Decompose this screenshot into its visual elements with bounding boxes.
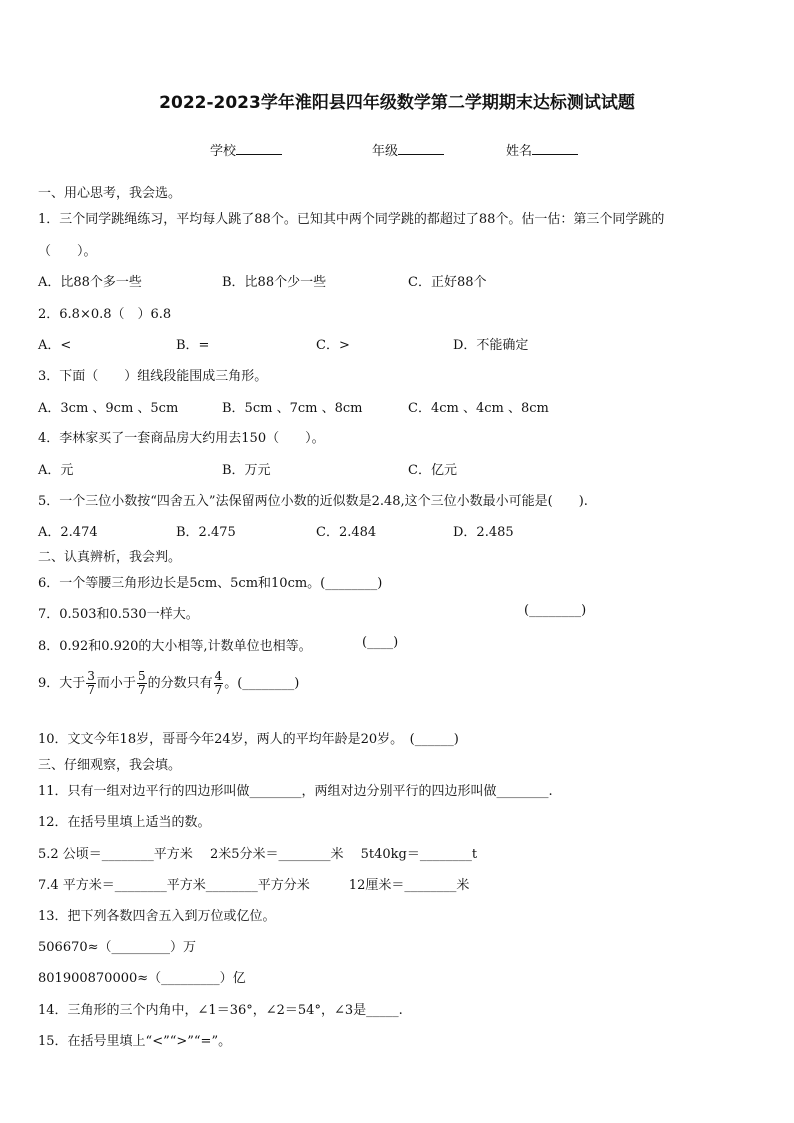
q1-text-cont: （ ）。 — [38, 244, 97, 259]
q2-option-c[interactable]: C．> — [316, 338, 350, 353]
q5-option-a[interactable]: A．2.474 — [38, 525, 98, 540]
name-label: 姓名 — [506, 144, 533, 159]
q9-fraction-3-numerator: 4 — [214, 669, 223, 683]
name-field — [506, 140, 578, 159]
q9-fraction-2-denominator: 7 — [137, 683, 146, 697]
section-1-heading: 一、用心思考，我会选。 — [38, 186, 182, 201]
q13-line-1: 506670≈（_________）万 — [38, 940, 197, 955]
q2-option-d[interactable]: D．不能确定 — [453, 338, 529, 353]
q9-part-3: 的分数只有 — [147, 676, 213, 691]
q9-part-1: 9．大于 — [38, 676, 86, 691]
q9-fraction-3 — [214, 670, 224, 697]
q8-text: 8．0.92和0.920的大小相等,计数单位也相等。 — [38, 639, 312, 654]
q9-fraction-2 — [137, 670, 147, 697]
q1-option-c[interactable]: C．正好88个 — [408, 275, 487, 290]
school-field — [210, 140, 282, 159]
q2-option-a[interactable]: A．< — [38, 338, 72, 353]
q2-text: 2．6.8×0.8（ ）6.8 — [38, 307, 172, 322]
school-label: 学校 — [210, 144, 237, 159]
q2-option-b[interactable]: B．= — [176, 338, 210, 353]
q3-option-c[interactable]: C．4cm 、4cm 、8cm — [408, 401, 549, 416]
q9-part-2: 而小于 — [96, 676, 136, 691]
q9-fraction-2-numerator: 5 — [137, 669, 146, 683]
q9-fraction-1 — [86, 670, 96, 697]
q4-option-b[interactable]: B．万元 — [222, 463, 271, 478]
q8-answer-blank[interactable]: (____) — [362, 635, 399, 650]
q4-option-c[interactable]: C．亿元 — [408, 463, 457, 478]
q12-text: 12．在括号里填上适当的数。 — [38, 815, 211, 830]
q12-line-2: 7.4 平方米＝________平方米________平方分米 12厘米＝________米 — [38, 878, 470, 893]
q5-option-b[interactable]: B．2.475 — [176, 525, 236, 540]
grade-field — [372, 140, 444, 159]
q6-text: 6．一个等腰三角形边长是5cm、5cm和10cm。(________) — [38, 576, 383, 591]
q10-text: 10．文文今年18岁，哥哥今年24岁，两人的平均年龄是20岁。 (______) — [38, 732, 459, 747]
q11-text: 11．只有一组对边平行的四边形叫做________，两组对边分别平行的四边形叫做________. — [38, 784, 553, 799]
q1-option-a[interactable]: A．比88个多一些 — [38, 275, 142, 290]
q3-option-a[interactable]: A．3cm 、9cm 、5cm — [38, 401, 179, 416]
q3-option-b[interactable]: B．5cm 、7cm 、8cm — [222, 401, 363, 416]
q7-answer-blank[interactable]: (________) — [524, 603, 587, 618]
q9-fraction-1-numerator: 3 — [87, 669, 95, 683]
q4-text: 4．李林家买了一套商品房大约用去150（ ）。 — [38, 431, 325, 446]
q13-text: 13．把下列各数四舍五入到万位或亿位。 — [38, 909, 276, 924]
q3-text: 3．下面（ ）组线段能围成三角形。 — [38, 369, 268, 384]
q15-text: 15．在括号里填上“<”“>”“=”。 — [38, 1034, 232, 1049]
section-3-heading: 三、仔细观察，我会填。 — [38, 758, 182, 773]
q7-text: 7．0.503和0.530一样大。 — [38, 607, 199, 622]
q5-option-d[interactable]: D．2.485 — [453, 525, 514, 540]
q1-option-b[interactable]: B．比88个少一些 — [222, 275, 327, 290]
section-2-heading: 二、认真辨析，我会判。 — [38, 550, 182, 565]
q9-part-4: 。(________) — [224, 676, 300, 691]
grade-blank[interactable] — [398, 141, 444, 155]
name-blank[interactable] — [532, 141, 578, 155]
q9-text — [38, 670, 299, 697]
q5-option-c[interactable]: C．2.484 — [316, 525, 377, 540]
page-title: 2022-2023学年淮阳县四年级数学第二学期期末达标测试试题 — [159, 93, 635, 113]
grade-label: 年级 — [372, 144, 399, 159]
q9-fraction-3-denominator: 7 — [214, 683, 223, 697]
q4-option-a[interactable]: A．元 — [38, 463, 74, 478]
q13-line-2: 801900870000≈（_________）亿 — [38, 971, 246, 986]
q14-text: 14．三角形的三个内角中，∠1＝36°，∠2＝54°，∠3是_____. — [38, 1003, 403, 1018]
q5-text: 5．一个三位小数按“四舍五入”法保留两位小数的近似数是2.48,这个三位小数最小可能是( ). — [38, 494, 588, 509]
q9-fraction-1-denominator: 7 — [87, 683, 95, 697]
school-blank[interactable] — [236, 141, 282, 155]
q12-line-1: 5.2 公顷＝________平方米 2米5分米＝________米 5t40kg＝________t — [38, 847, 478, 862]
q1-text: 1．三个同学跳绳练习，平均每人跳了88个。已知其中两个同学跳的都超过了88个。估一估：第三个同学跳的 — [38, 212, 665, 227]
